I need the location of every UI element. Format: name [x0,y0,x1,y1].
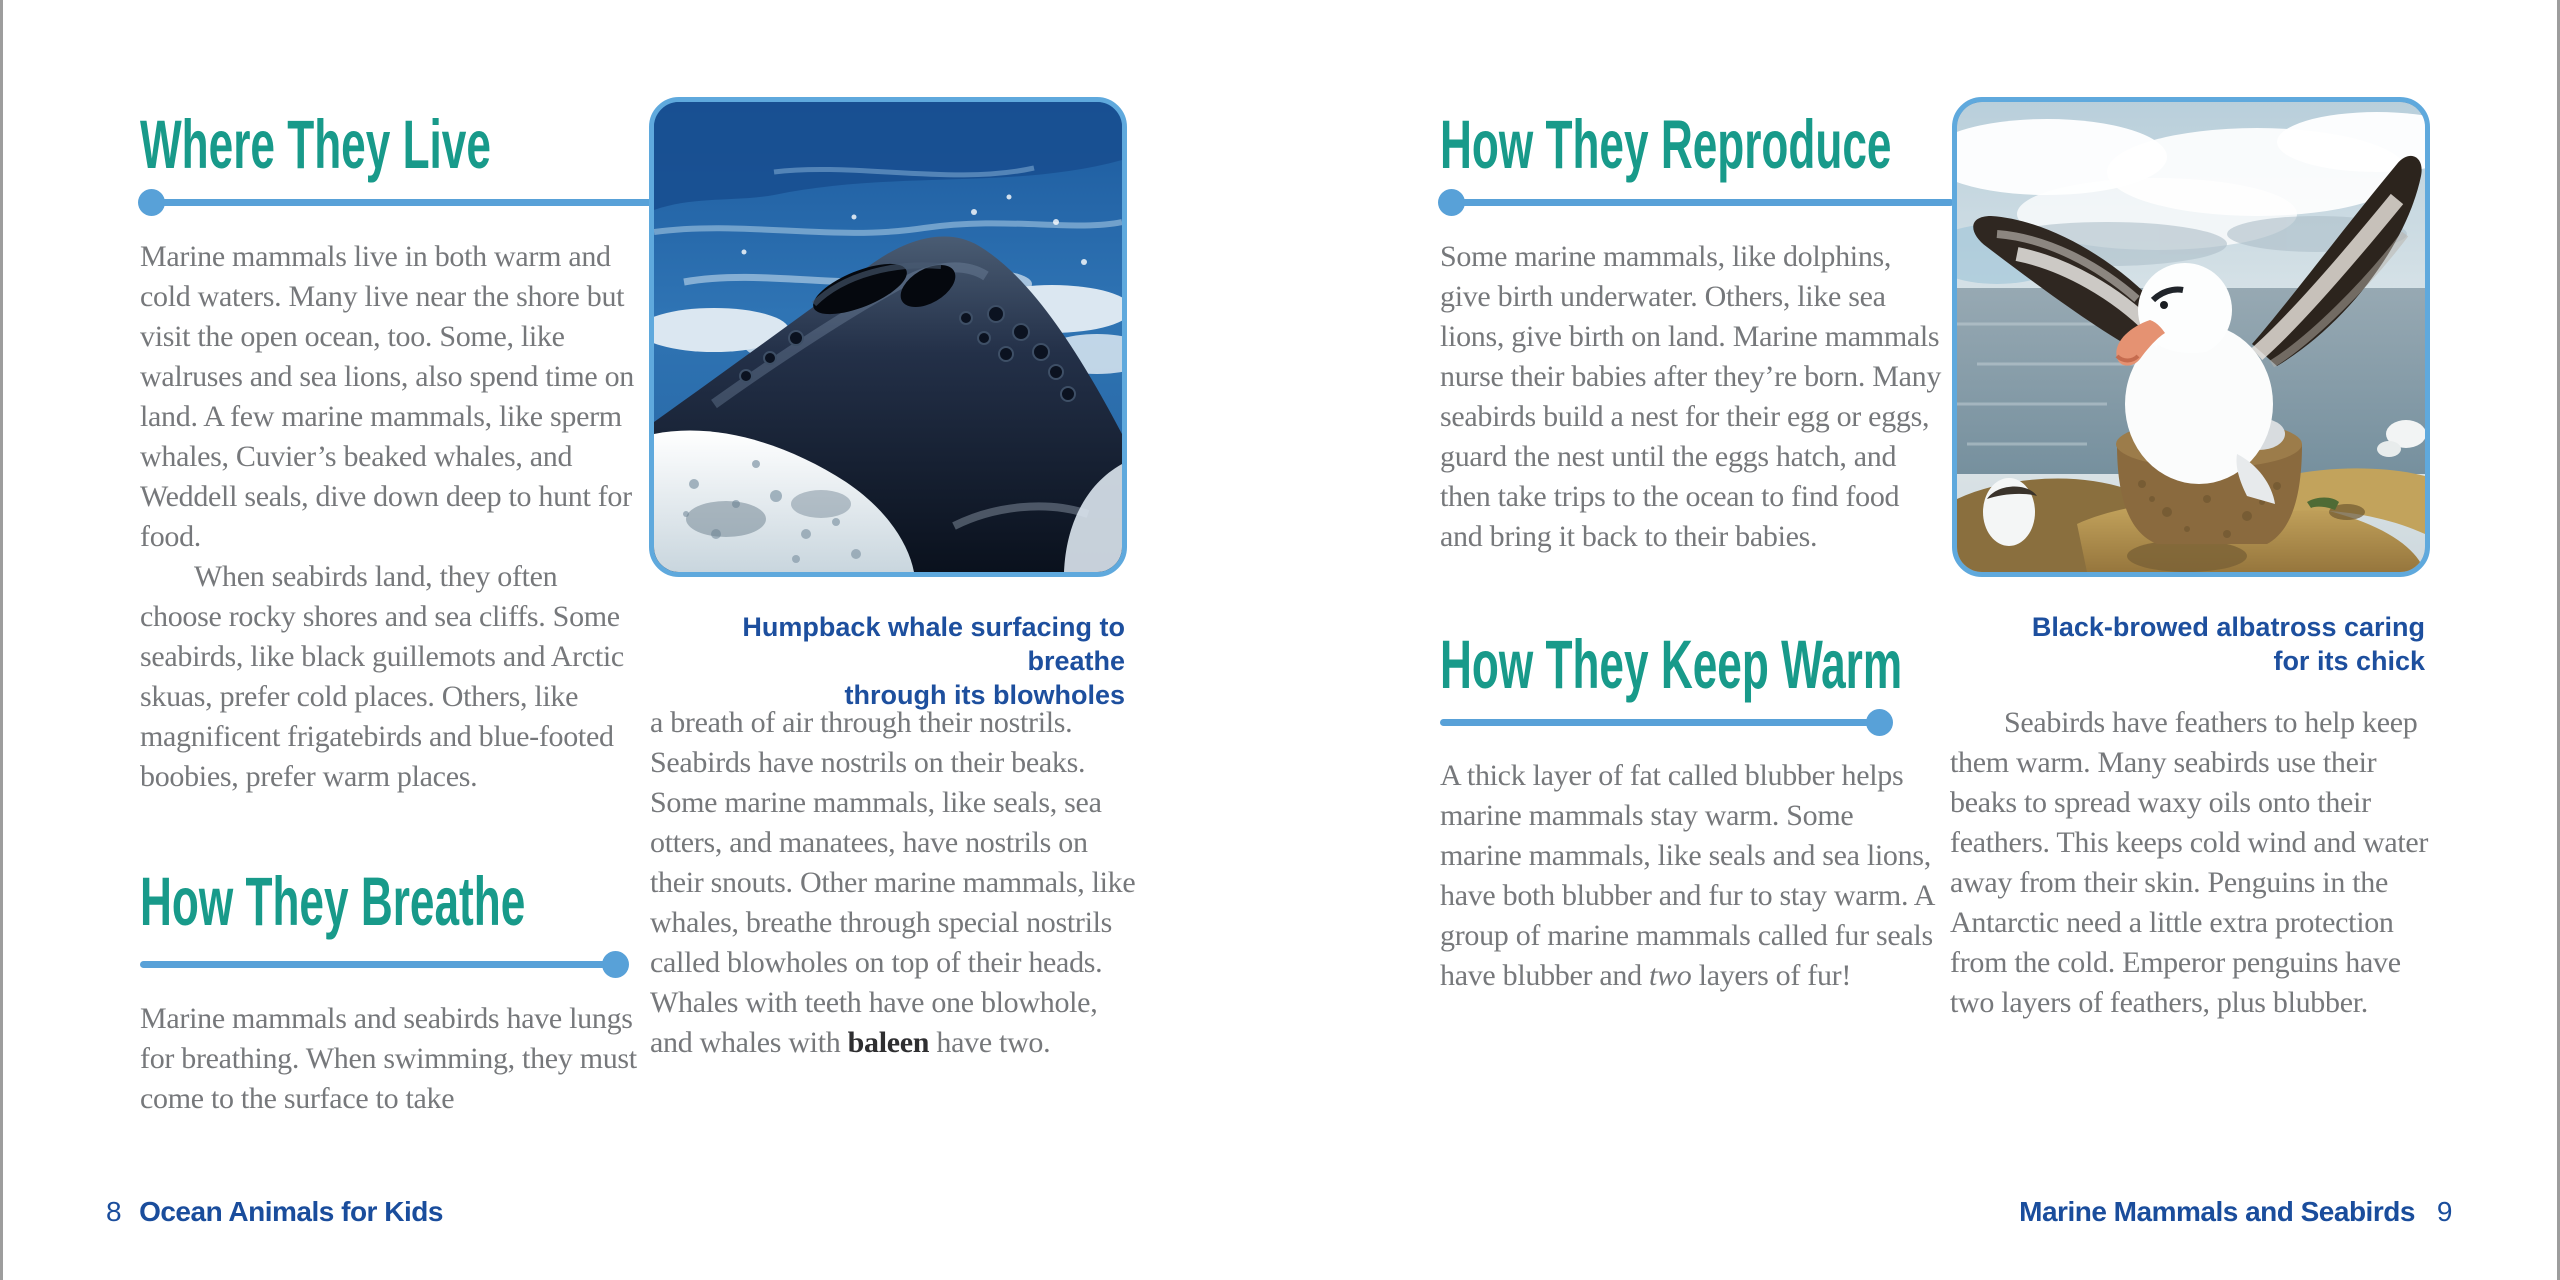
page-edge-left [0,0,3,1280]
rule-dot [138,189,165,216]
whale-photo-caption [655,610,1125,712]
paragraph [650,703,1142,1063]
heading-how-they-breathe: How They Breathe [140,863,526,940]
chapter-title: Marine Mammals and Seabirds [2019,1196,2415,1227]
section-rule [1440,719,1890,726]
text-run: A thick layer of fat called blubber helps marine mammals stay warm. Some marine mammals, like seals and sea lions, have both blubber and fur to stay warm. A group of marine mammals called fur seals have blubber and [1440,759,1934,992]
albatross-photo [1952,97,2430,577]
footer-left [106,1196,443,1228]
page-number: 8 [106,1196,122,1227]
paragraph: Marine mammals live in both warm and cold waters. Many live near the shore but visit the open ocean, too. Some, like walruses and sea lions, also spend time on land. A few marine mammals, like sperm whales, Cuvier’s beaked whales, and Weddell seals, dive down deep to hunt for food. [140,240,634,553]
book-title: Ocean Animals for Kids [139,1196,443,1227]
body-how-they-breathe-col2 [650,703,1142,1063]
text-run: layers of fur! [1691,959,1852,992]
page-number: 9 [2436,1196,2452,1227]
body-how-they-breathe-col1 [140,999,640,1119]
heading-how-they-keep-warm: How They Keep Warm [1440,626,1903,703]
italic-word-two: two [1649,959,1692,992]
heading-how-they-reproduce: How They Reproduce [1440,106,1892,183]
humpback-whale-photo [649,97,1127,577]
footer-right [2019,1196,2452,1228]
section-rule [140,961,626,968]
paragraph [1440,756,1940,996]
caption-line: through its blowholes [844,680,1125,710]
body-where-they-live [140,237,640,797]
rule-dot [1866,709,1893,736]
caption-line: Black-browed albatross caring [2031,612,2425,642]
caption-line: Humpback whale surfacing to breathe [742,612,1125,676]
paragraph: When seabirds land, they often choose rocky shores and sea cliffs. Some seabirds, like black guillemots and Arctic skuas, prefer cold places. Others, like magnificent frigatebirds and blue-footed boobies, prefer warm places. [140,560,624,793]
paragraph: Marine mammals and seabirds have lungs for breathing. When swimming, they must come to the surface to take [140,1002,637,1115]
humpback-whale-illustration [654,102,1122,572]
text-run: have two. [929,1026,1051,1059]
text-run: a breath of air through their nostrils. Seabirds have nostrils on their beaks. Some marine mammals, like seals, sea otters, and manatees, have nostrils on their snouts. Other marine mammals, like whales, breathe through special nostrils called blowholes on top of their heads. Whales with teeth have one blowhole, and whales with [650,706,1136,1059]
section-rule [1441,199,1954,206]
albatross-photo-caption [1955,610,2425,678]
body-how-they-keep-warm-col1 [1440,756,1940,996]
body-how-they-keep-warm-col2 [1950,703,2445,1023]
albatross-illustration [1957,102,2425,572]
rule-dot [602,951,629,978]
caption-line: for its chick [2273,646,2425,676]
section-rule [141,199,654,206]
heading-where-they-live: Where They Live [140,106,491,183]
rule-dot [1438,189,1465,216]
bold-term-baleen: baleen [847,1026,930,1059]
body-how-they-reproduce [1440,237,1945,557]
paragraph: Some marine mammals, like dolphins, give birth underwater. Others, like sea lions, give birth on land. Marine mammals nurse their babies after they’re born. Many seabirds build a nest for their egg or eggs, guard the nest until the eggs hatch, and then take trips to the ocean to find food and bring it back to their babies. [1440,240,1942,553]
paragraph: Seabirds have feathers to help keep them warm. Many seabirds use their beaks to spread waxy oils onto their feathers. This keeps cold wind and water away from their skin. Penguins in the Antarctic need a little extra protection from the cold. Emperor penguins have two layers of feathers, plus blubber. [1950,706,2429,1019]
